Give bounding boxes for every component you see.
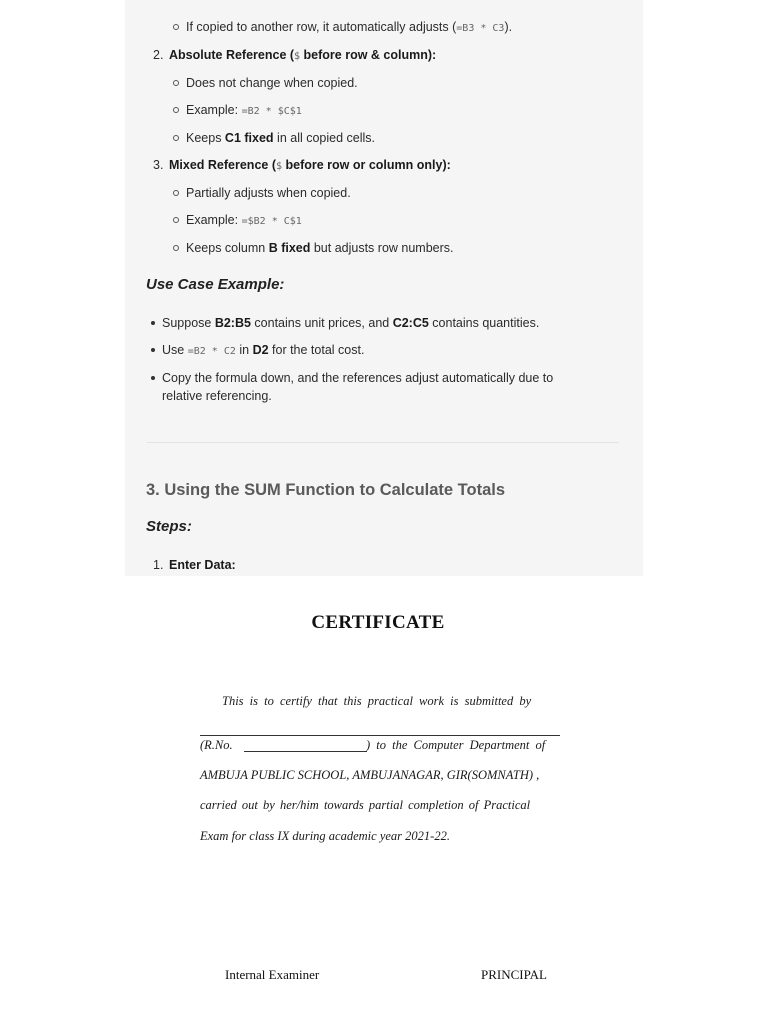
mixed-item-1: Partially adjusts when copied. [186,186,351,200]
sum-section-heading: 3. Using the SUM Function to Calculate Totals [146,481,506,499]
absolute-item-2: Example: =B2 * $C$1 [186,103,302,117]
absolute-number: 2. [153,48,164,62]
use-case-bullet-2: Use =B2 * C2 in D2 for the total cost. [162,343,365,357]
mixed-item-2: Example: =$B2 * C$1 [186,213,302,227]
internal-examiner-label: Internal Examiner [225,967,320,982]
step-1-label: Enter Data: [169,558,236,572]
absolute-item-1: Does not change when copied. [186,76,358,90]
guide-excerpt [125,0,643,576]
use-case-heading: Use Case Example: [146,276,285,293]
use-case-bullet-3-cont: relative referencing. [162,389,272,403]
mixed-item-3: Keeps column B fixed but adjusts row numbers. [186,241,454,255]
certificate-title: CERTIFICATE [311,612,445,633]
school-line: AMBUJA PUBLIC SCHOOL, AMBUJANAGAR, GIR(SOMNATH) , [200,768,540,782]
mixed-number: 3. [153,158,164,172]
section-divider [147,442,619,443]
mixed-heading: Mixed Reference ($ before row or column only): [169,158,451,172]
relative-adjust-bullet: If copied to another row, it automatically adjusts (=B3 * C3). [186,20,513,34]
department-line: ) to the Computer Department of [366,738,546,752]
step-1-number: 1. [153,558,164,572]
use-case-bullet-1: Suppose B2:B5 contains unit prices, and C2:C5 contains quantities. [162,316,540,330]
use-case-bullet-3: Copy the formula down, and the references adjust automatically due to [162,371,554,385]
steps-heading: Steps: [146,518,192,535]
name-blank-line [200,735,560,736]
certify-line: This is to certify that this practical work is submitted by [222,694,532,708]
completion-line: carried out by her/him towards partial completion of Practical [200,798,531,812]
absolute-item-3: Keeps C1 fixed in all copied cells. [186,131,376,145]
principal-label: PRINCIPAL [481,967,547,982]
exam-line: Exam for class IX during academic year 2021-22. [200,829,450,843]
absolute-heading: Absolute Reference ($ before row & column): [169,48,437,62]
rno-blank-line [244,751,367,752]
rno-label: (R.No. [200,738,233,752]
